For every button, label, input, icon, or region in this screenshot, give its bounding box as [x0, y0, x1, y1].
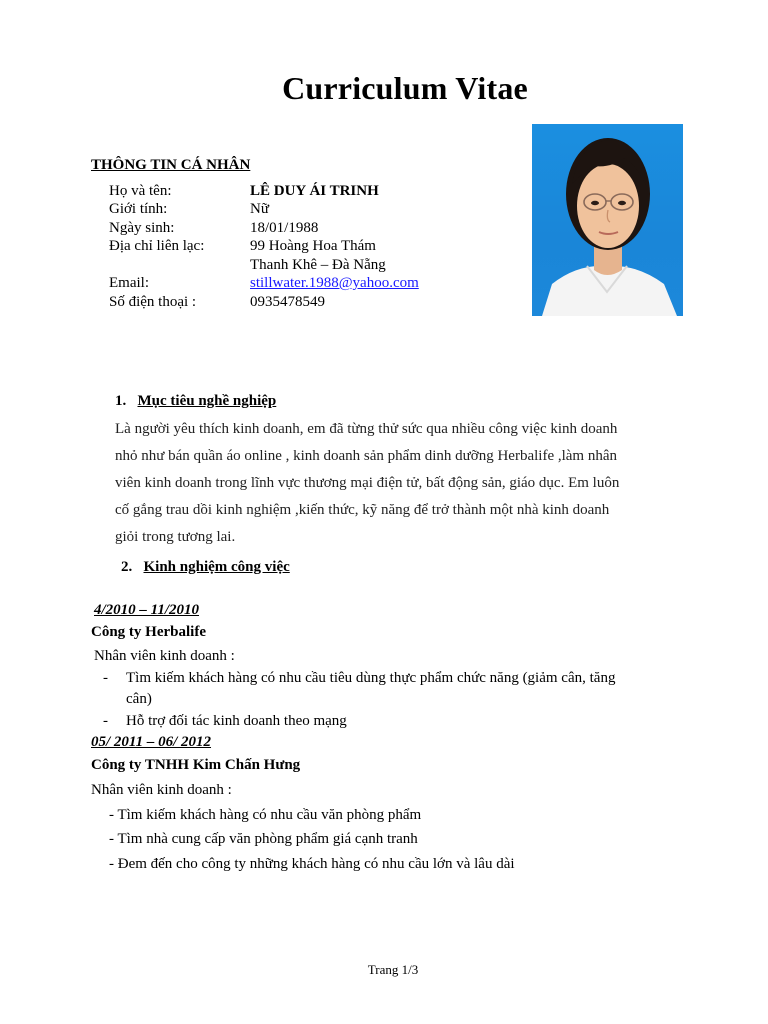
- objective-line: viên kinh doanh trong lĩnh vực thương mại điện tử, bất động sản, giáo dục. Em luôn: [115, 475, 620, 491]
- objective-line: giỏi trong tương lai.: [115, 529, 236, 545]
- job-bullet: - Tìm nhà cung cấp văn phòng phẩm giá cạnh tranh: [109, 831, 418, 847]
- name-value: LÊ DUY ÁI TRINH: [250, 183, 379, 199]
- email-link[interactable]: stillwater.1988@yahoo.com: [250, 275, 419, 291]
- phone-label: Số điện thoại :: [109, 294, 197, 310]
- bullet-dash: -: [103, 670, 108, 686]
- objective-line: Là người yêu thích kinh doanh, em đã từng thử sức qua nhiều công việc kinh doanh: [115, 421, 618, 437]
- objective-line: cố gắng trau dồi kinh nghiệm ,kiến thức, kỹ năng để trở thành một nhà kinh doanh: [115, 502, 610, 518]
- portrait-illustration: [532, 124, 683, 316]
- gender-value: Nữ: [250, 201, 269, 217]
- email-label: Email:: [109, 275, 149, 291]
- objective-number: 1.: [115, 393, 127, 409]
- personal-info-heading: THÔNG TIN CÁ NHÂN: [91, 157, 251, 173]
- birthdate-value: 18/01/1988: [250, 220, 319, 236]
- objective-title: Mục tiêu nghề nghiệp: [137, 393, 277, 409]
- bullet-dash: -: [103, 713, 108, 729]
- objective-heading: [115, 393, 276, 410]
- name-label: Họ và tên:: [109, 183, 172, 199]
- objective-paragraph: [115, 416, 695, 551]
- job-role: Nhân viên kinh doanh :: [91, 782, 232, 798]
- job-bullet: Tìm kiếm khách hàng có nhu cầu tiêu dùng thực phẩm chức năng (giảm cân, tăng: [126, 670, 616, 686]
- phone-value: 0935478549: [250, 294, 325, 310]
- job-bullet-continued: cân): [126, 691, 152, 707]
- address-value-line1: 99 Hoàng Hoa Thám: [250, 238, 376, 254]
- job-company: Công ty Herbalife: [91, 624, 206, 640]
- job-company: Công ty TNHH Kim Chấn Hưng: [91, 757, 301, 773]
- job-date: 4/2010 – 11/2010: [94, 602, 200, 618]
- job-bullet: - Tìm kiếm khách hàng có nhu cầu văn phòng phẩm: [109, 807, 422, 823]
- objective-line: nhỏ như bán quần áo online , kinh doanh sản phẩm dinh dưỡng Herbalife ,làm nhân: [115, 448, 618, 464]
- job-role: Nhân viên kinh doanh :: [94, 648, 235, 664]
- experience-heading: [121, 559, 290, 576]
- experience-number: 2.: [121, 559, 133, 575]
- job-date: 05/ 2011 – 06/ 2012: [91, 734, 212, 750]
- document-title: Curriculum Vitae: [282, 70, 528, 106]
- page-number: Trang 1/3: [367, 962, 419, 977]
- address-value-line2: Thanh Khê – Đà Nẵng: [250, 257, 386, 273]
- job-bullet: Hỗ trợ đối tác kinh doanh theo mạng: [126, 713, 347, 729]
- job-bullet: - Đem đến cho công ty những khách hàng có nhu cầu lớn và lâu dài: [109, 856, 515, 872]
- profile-photo: [532, 124, 683, 316]
- experience-title: Kinh nghiệm công việc: [143, 559, 290, 575]
- address-label: Địa chỉ liên lạc:: [109, 238, 205, 254]
- birthdate-label: Ngày sinh:: [109, 220, 175, 236]
- gender-label: Giới tính:: [109, 201, 168, 217]
